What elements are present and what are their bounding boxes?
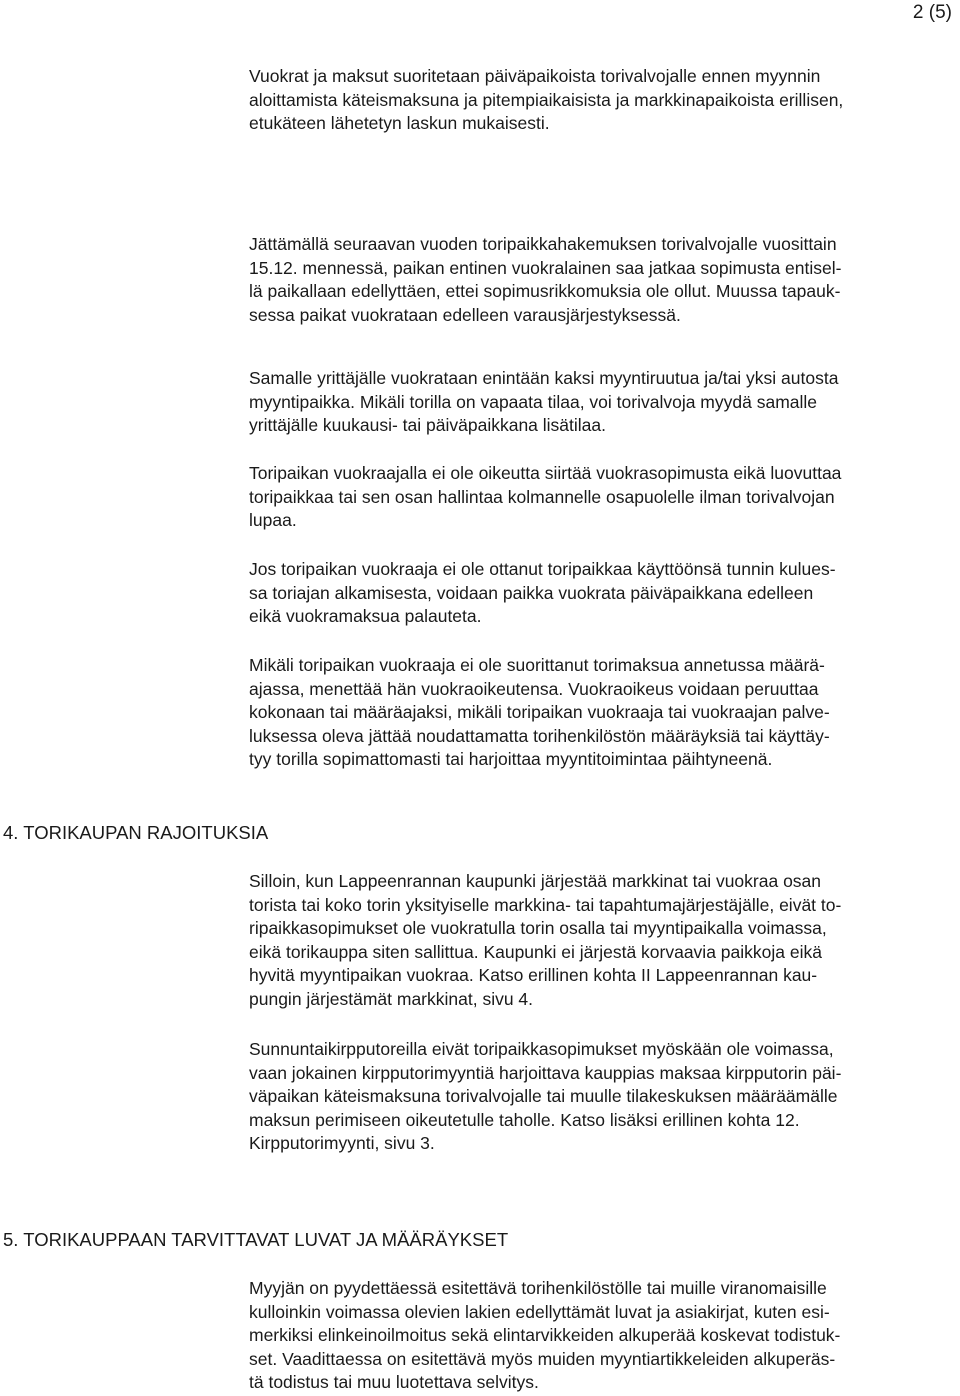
text-line: pungin järjestämät markkinat, sivu 4. — [249, 988, 534, 1009]
text-line: sa toriajan alkamisesta, voidaan paikka vuokrata päiväpaikkana edelleen — [249, 582, 814, 603]
text-line: Toripaikan vuokraajalla ei ole oikeutta siirtää vuokrasopimusta eikä luovuttaa — [249, 463, 842, 483]
paragraph-max-spots — [249, 367, 955, 438]
text-line: tä todistus tai muu luotettava selvitys. — [249, 1372, 539, 1393]
text-line: 15.12. mennessä, paikan entinen vuokralainen saa jatkaa sopimusta entisel- — [249, 257, 842, 278]
text-line: ajassa, menettää hän vuokraoikeutensa. Vuokraoikeus voidaan peruuttaa — [249, 678, 819, 699]
paragraph-no-transfer — [249, 462, 955, 533]
text-line: Silloin, kun Lappeenrannan kaupunki järjestää markkinat tai vuokraa osan — [249, 871, 822, 891]
text-line: myyntipaikka. Mikäli torilla on vapaata tilaa, voi torivalvoja myydä samalle — [249, 391, 818, 412]
paragraph-sunday-flea — [249, 1038, 955, 1156]
text-line: Jättämällä seuraavan vuoden toripaikkahakemuksen torivalvojalle vuosittain — [249, 234, 837, 254]
text-line: Vuokrat ja maksut suoritetaan päiväpaikoista torivalvojalle ennen myynnin — [249, 66, 821, 86]
text-line: Sunnuntaikirpputoreilla eivät toripaikkasopimukset myöskään ole voimassa, — [249, 1039, 834, 1059]
text-line: sessa paikat vuokrataan edelleen varausjärjestyksessä. — [249, 304, 681, 325]
text-line: Samalle yrittäjälle vuokrataan enintään kaksi myyntiruutua ja/tai yksi autosta — [249, 368, 839, 388]
text-line: eikä torikauppa siten sallittua. Kaupunki ei järjestä korvaavia paikkoja eikä — [249, 941, 822, 962]
text-line: Myyjän on pyydettäessä esitettävä torihenkilöstölle tai muille viranomaisille — [249, 1278, 827, 1298]
text-line: eikä vuokramaksua palauteta. — [249, 606, 482, 627]
text-line: Mikäli toripaikan vuokraaja ei ole suorittanut torimaksua annetussa määrä- — [249, 655, 825, 675]
page-number: 2 (5) — [912, 2, 952, 23]
paragraph-lease-forfeit — [249, 654, 955, 772]
text-line: luksessa oleva jättää noudattamatta torihenkilöstön määräyksiä tai käyttäy- — [249, 725, 830, 746]
paragraph-unused-spot — [249, 558, 955, 629]
section-heading-5: 5. TORIKAUPPAAN TARVITTAVAT LUVAT JA MÄÄRÄYKSET — [3, 1229, 509, 1250]
text-line: Kirpputorimyynti, sivu 3. — [249, 1133, 435, 1154]
text-line: aloittamista käteismaksuna ja pitempiaikaisista ja markkinapaikoista erillisen, — [249, 89, 844, 110]
text-line: yrittäjälle kuukausi- tai päiväpaikkana lisätilaa. — [249, 415, 606, 436]
text-line: maksun perimiseen oikeutetulle taholle. Katso lisäksi erillinen kohta 12. — [249, 1109, 800, 1130]
paragraph-rent-payment — [249, 65, 955, 136]
text-line: kokonaan tai määräajaksi, mikäli toripaikan vuokraaja tai vuokraajan palve- — [249, 702, 830, 723]
text-line: toripaikkaa tai sen osan hallintaa kolmannelle osapuolelle ilman torivalvojan — [249, 486, 835, 507]
text-line: Jos toripaikan vuokraaja ei ole ottanut toripaikkaa käyttöönsä tunnin kulues- — [249, 559, 836, 579]
section-heading-4: 4. TORIKAUPAN RAJOITUKSIA — [3, 822, 269, 843]
text-line: kulloinkin voimassa olevien lakien edellyttämät luvat ja asiakirjat, kuten esi- — [249, 1301, 830, 1322]
text-line: ripaikkasopimukset ole vuokratulla torin osalla tai myyntipaikalla voimassa, — [249, 918, 827, 939]
text-line: vaan jokainen kirpputorimyyntiä harjoittava kauppias maksaa kirpputorin päi- — [249, 1062, 842, 1083]
paragraph-permits — [249, 1277, 955, 1395]
text-line: tyy torilla sopimattomasti tai harjoittaa myyntitoimintaa päihtyneenä. — [249, 749, 773, 770]
paragraph-market-events — [249, 870, 955, 1012]
text-line: set. Vaadittaessa on esitettävä myös muiden myyntiartikkeleiden alkuperäs- — [249, 1348, 836, 1369]
text-line: lä paikallaan edellyttäen, ettei sopimusrikkomuksia ole ollut. Muussa tapauk- — [249, 281, 841, 302]
text-line: merkiksi elinkeinoilmoitus sekä elintarvikkeiden alkuperää koskevat todistuk- — [249, 1325, 841, 1346]
text-line: lupaa. — [249, 510, 297, 531]
text-line: hyvitä myyntipaikan vuokraa. Katso erillinen kohta II Lappeenrannan kau- — [249, 965, 818, 986]
text-line: väpaikan käteismaksuna torivalvojalle tai muulle tilakeskuksen määräämälle — [249, 1086, 838, 1107]
text-line: etukäteen lähetetyn laskun mukaisesti. — [249, 113, 550, 134]
paragraph-renewal — [249, 233, 955, 327]
text-line: torista tai koko torin yksityiselle markkina- tai tapahtumajärjestäjälle, eivät to- — [249, 894, 842, 915]
